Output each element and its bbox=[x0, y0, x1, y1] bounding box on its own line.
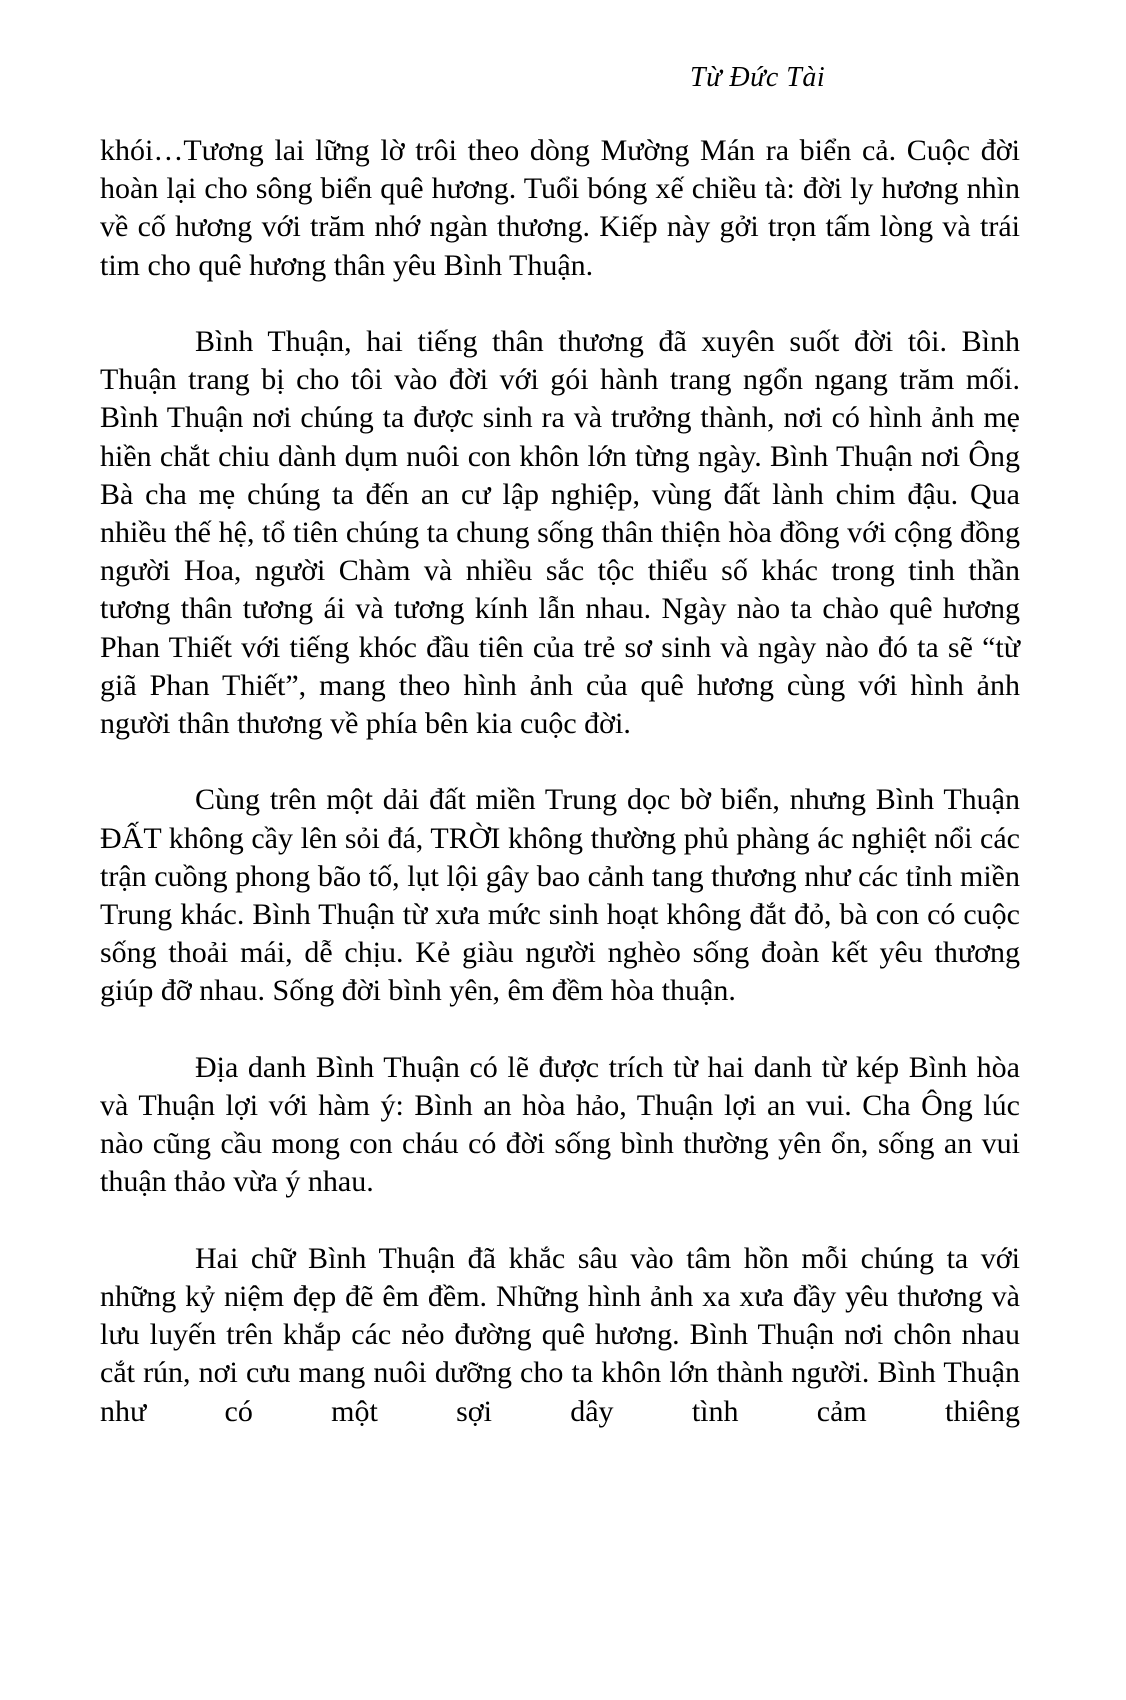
paragraph-4: Địa danh Bình Thuận có lẽ được trích từ hai danh từ kép Bình hòa và Thuận lợi với hàm ý: Bình an hòa hảo, Thuận lợi an vui. Cha Ông lúc nào cũng cầu mong con cháu có đời sống bình thường yên ổn, sống an vui thuận thảo vừa ý nhau. bbox=[100, 1050, 1020, 1199]
paragraph-2: Bình Thuận, hai tiếng thân thương đã xuyên suốt đời tôi. Bình Thuận trang bị cho tôi vào đời với gói hành trang ngổn ngang trăm mối. Bình Thuận nơi chúng ta được sinh ra và trưởng thành, nơi có hình ảnh mẹ hiền chắt chiu dành dụm nuôi con khôn lớn từng ngày. Bình Thuận nơi Ông Bà cha mẹ chúng ta đến an cư lập nghiệp, vùng đất lành chim đậu. Qua nhiều thế hệ, tổ tiên chúng ta chung sống thân thiện hòa đồng với cộng đồng người Hoa, người Chàm và nhiều sắc tộc thiểu số khác trong tinh thần tương thân tương ái và tương kính lẫn nhau. Ngày nào ta chào quê hương Phan Thiết với tiếng khóc đầu tiên của trẻ sơ sinh và ngày nào đó ta sẽ “từ giã Phan Thiết”, mang theo hình ảnh của quê hương cùng với hình ảnh người thân thương về phía bên kia cuộc đời. bbox=[100, 325, 1020, 741]
body-text bbox=[100, 132, 1020, 1431]
paragraph-1: khói…Tương lai lững lờ trôi theo dòng Mường Mán ra biển cả. Cuộc đời hoàn lại cho sông biển quê hương. Tuổi bóng xế chiều tà: đời ly hương nhìn về cố hương với trăm nhớ ngàn thương. Kiếp này gởi trọn tấm lòng và trái tim cho quê hương thân yêu Bình Thuận. bbox=[100, 134, 1020, 282]
running-header-author: Từ Đức Tài bbox=[690, 62, 826, 93]
paragraph-3: Cùng trên một dải đất miền Trung dọc bờ biển, nhưng Bình Thuận ĐẤT không cầy lên sỏi đá, TRỜI không thường phủ phàng ác nghiệt nổi các trận cuồng phong bão tố, lụt lội gây bao cảnh tang thương như các tỉnh miền Trung khác. Bình Thuận từ xưa mức sinh hoạt không đắt đỏ, bà con có cuộc sống thoải mái, dễ chịu. Kẻ giàu người nghèo sống đoàn kết yêu thương giúp đỡ nhau. Sống đời bình yên, êm đềm hòa thuận. bbox=[100, 783, 1020, 1008]
paragraph-5: Hai chữ Bình Thuận đã khắc sâu vào tâm hồn mỗi chúng ta với những kỷ niệm đẹp đẽ êm đềm. Những hình ảnh xa xưa đầy yêu thương và lưu luyến trên khắp các nẻo đường quê hương. Bình Thuận nơi chôn nhau cắt rún, nơi cưu mang nuôi dưỡng cho ta khôn lớn thành người. Bình Thuận như có một sợi dây tình cảm thiêng bbox=[100, 1241, 1020, 1428]
